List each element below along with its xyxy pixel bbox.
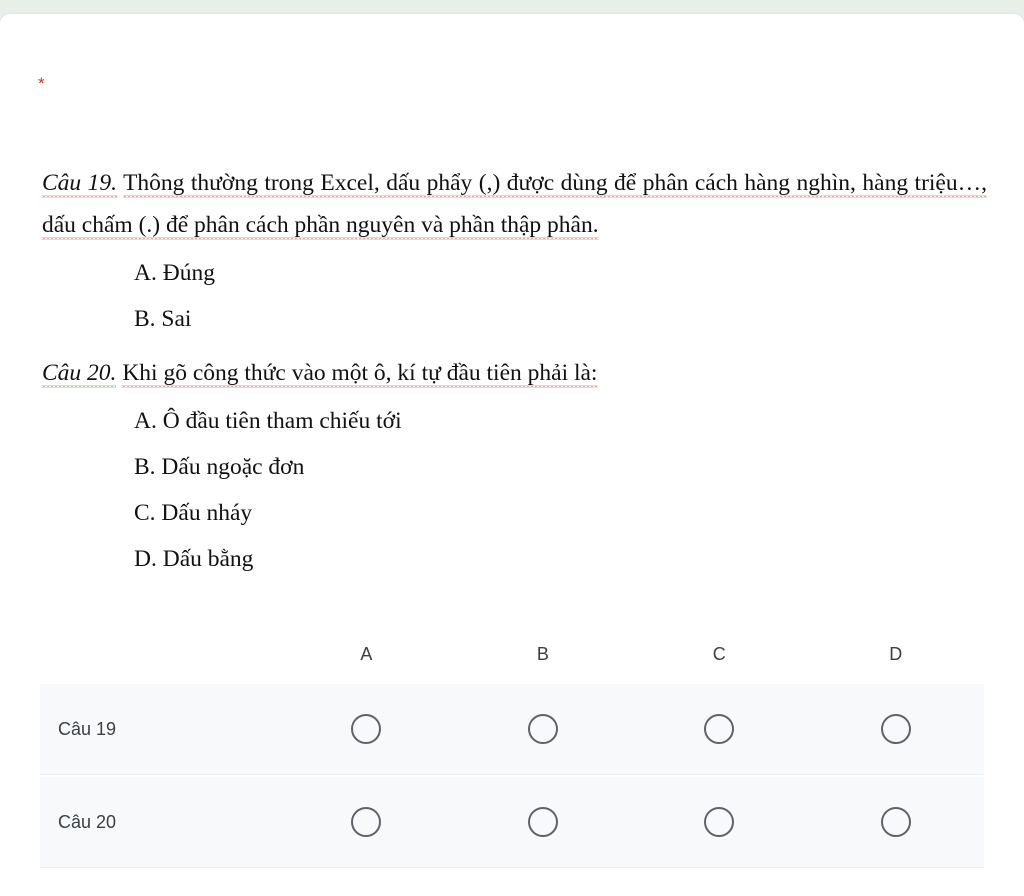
question-20-option-b: B. Dấu ngoặc đơn [134,454,305,480]
question-19-option-a: A. Đúng [134,260,215,286]
grid-column-c-label: C [712,643,726,664]
table-row [40,684,984,775]
radio-19-c[interactable] [704,714,734,744]
question-19-paragraph [42,162,987,246]
answer-grid [40,624,984,868]
grid-column-a-label: A [360,643,373,664]
radio-19-b[interactable] [528,714,558,744]
question-19-text: Thông thường trong Excel, dấu phẩy (,) được dùng để phân cách hàng nghìn, hàng triệu…, dấu chấm (.) để phân cách phần nguyên và phần thập phân. [42,170,987,238]
question-20-label: Câu 20. [42,360,117,386]
answer-grid-header [40,624,984,684]
grid-cell-20-b[interactable] [455,807,631,837]
radio-20-d[interactable] [881,807,911,837]
grid-column-d-label: D [889,643,903,664]
grid-row-label-20: Câu 20 [58,811,117,832]
grid-column-d [808,644,984,665]
question-20-option-c: C. Dấu nháy [134,500,253,526]
question-text-block [42,162,992,582]
grid-cell-20-a[interactable] [278,807,454,837]
question-20-paragraph [42,352,987,394]
question-19-label: Câu 19. [42,170,118,196]
radio-19-d[interactable] [881,714,911,744]
table-row [40,777,984,868]
radio-19-a[interactable] [351,714,381,744]
question-20-option-a: A. Ô đầu tiên tham chiếu tới [134,408,402,434]
question-20-option-d: D. Dấu bằng [134,546,254,572]
form-question-card [0,14,1024,896]
required-marker: * [38,74,45,93]
grid-column-a [278,644,454,665]
grid-column-b-label: B [536,643,549,664]
radio-20-b[interactable] [528,807,558,837]
question-20-text: Khi gõ công thức vào một ô, kí tự đầu tiên phải là: [122,360,598,386]
radio-20-a[interactable] [351,807,381,837]
grid-cell-19-c[interactable] [631,714,807,744]
grid-cell-20-c[interactable] [631,807,807,837]
grid-cell-19-d[interactable] [808,714,984,744]
grid-row-label-19: Câu 19 [58,718,117,739]
grid-cell-19-a[interactable] [278,714,454,744]
grid-cell-19-b[interactable] [455,714,631,744]
grid-column-c [631,644,807,665]
grid-cell-20-d[interactable] [808,807,984,837]
radio-20-c[interactable] [704,807,734,837]
question-19-option-b: B. Sai [134,306,192,332]
grid-column-b [455,644,631,665]
